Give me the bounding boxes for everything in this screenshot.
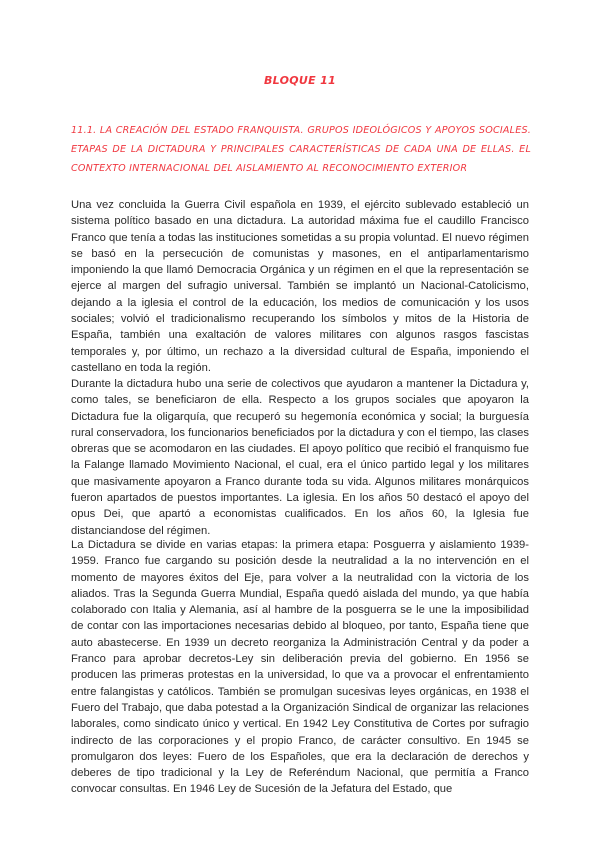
section-heading: 11.1. LA CREACIÓN DEL ESTADO FRANQUISTA. GRUPOS IDEOLÓGICOS Y APOYOS SOCIALES. ETAPAS DE LA DICTADURA Y PRINCIPALES CARACTERÍSTICAS DE CADA UNA DE ELLAS. EL CONTEXTO INTERNACIONAL DEL AISLAMIENTO AL RECONOCIMIENTO EXTERIOR <box>71 125 531 174</box>
block-title: BLOQUE 11 <box>264 74 336 87</box>
paragraph-stages: La Dictadura se divide en varias etapas: la primera etapa: Posguerra y aislamiento 1939-1959. Franco fue cargando su posición desde la neutralidad a la no intervención en el momento de mayores éxitos del Eje, para volver a la neutralidad con la victoria de los aliados. Tras la Segunda Guerra Mundial, España quedó aislada del mundo, ya que había colaborado con Italia y Alemania, así al hambre de la posguerra se le une la imposibilidad de contar con las importaciones necesarias debido al bloqueo, por tanto, España tiene que auto abastecerse. En 1939 un decreto reorganiza la Administración Central y da poder a Franco para aprobar decretos-Ley sin deliberación previa del gobierno. En 1956 se producen las primeras protestas en la universidad, lo que va a provocar el enfrentamiento entre falangistas y católicos. También se promulgan sucesivas leyes orgánicas, en 1938 el Fuero del Trabajo, que daba potestad a la Organización Sindical de organizar las relaciones laborales, como sindicato único y vertical. En 1942 Ley Constitutiva de Cortes por sufragio indirecto de las corporaciones y el propio Franco, de carácter consultivo. En 1945 se promulgaron dos leyes: Fuero de los Españoles, que era la declaración de derechos y deberes de tipo tradicional y la Ley de Referéndum Nacional, que permitía a Franco convocar consultas. En 1946 Ley de Sucesión de la Jefatura del Estado, que <box>71 539 529 796</box>
paragraph-social-support: Durante la dictadura hubo una serie de colectivos que ayudaron a mantener la Dictadura y, como tales, se beneficiaron de ella. Respecto a los grupos sociales que apoyaron la Dictadura fue la oligarquía, que recuperó su hegemonía económica y social; la burguesía rural conservadora, los funcionarios beneficiados por la dictadura y con el tiempo, las clases obreras que se acomodaron en las ciudades. El apoyo político que recibió el franquismo fue la Falange llamado Movimiento Nacional, el cual, era el único partido legal y los militares que masivamente apoyaron a Franco durante toda su vida. Algunos militares monárquicos fueron apartados de puestos importantes. La iglesia. En los años 50 destacó el apoyo del opus Dei, que apartó a economistas cualificados. En los años 60, la Iglesia fue distanciandose del régimen. <box>71 378 529 537</box>
paragraph-establishment: Una vez concluida la Guerra Civil española en 1939, el ejército sublevado estableció un sistema político basado en una dictadura. La autoridad máxima fue el caudillo Francisco Franco que tenía a todas las instituciones sometidas a su propia voluntad. El nuevo régimen se basó en la persecución de comunistas y masones, en el antiparlamentarismo imponiendo la que llamó Democracia Orgánica y un régimen en el que la representación se ejerce al margen del sufragio universal. También se implantó un Nacional-Catolicismo, dejando a la iglesia el control de la educación, los medios de comunicación y los usos sociales; volvió el tradicionalismo recuperando los símbolos y mitos de la Historia de España, también una exaltación de valores militares con algunos rasgos fascistas temporales y, por último, un rechazo a la diversidad cultural de España, imponiendo el castellano en toda la región. <box>71 199 529 374</box>
